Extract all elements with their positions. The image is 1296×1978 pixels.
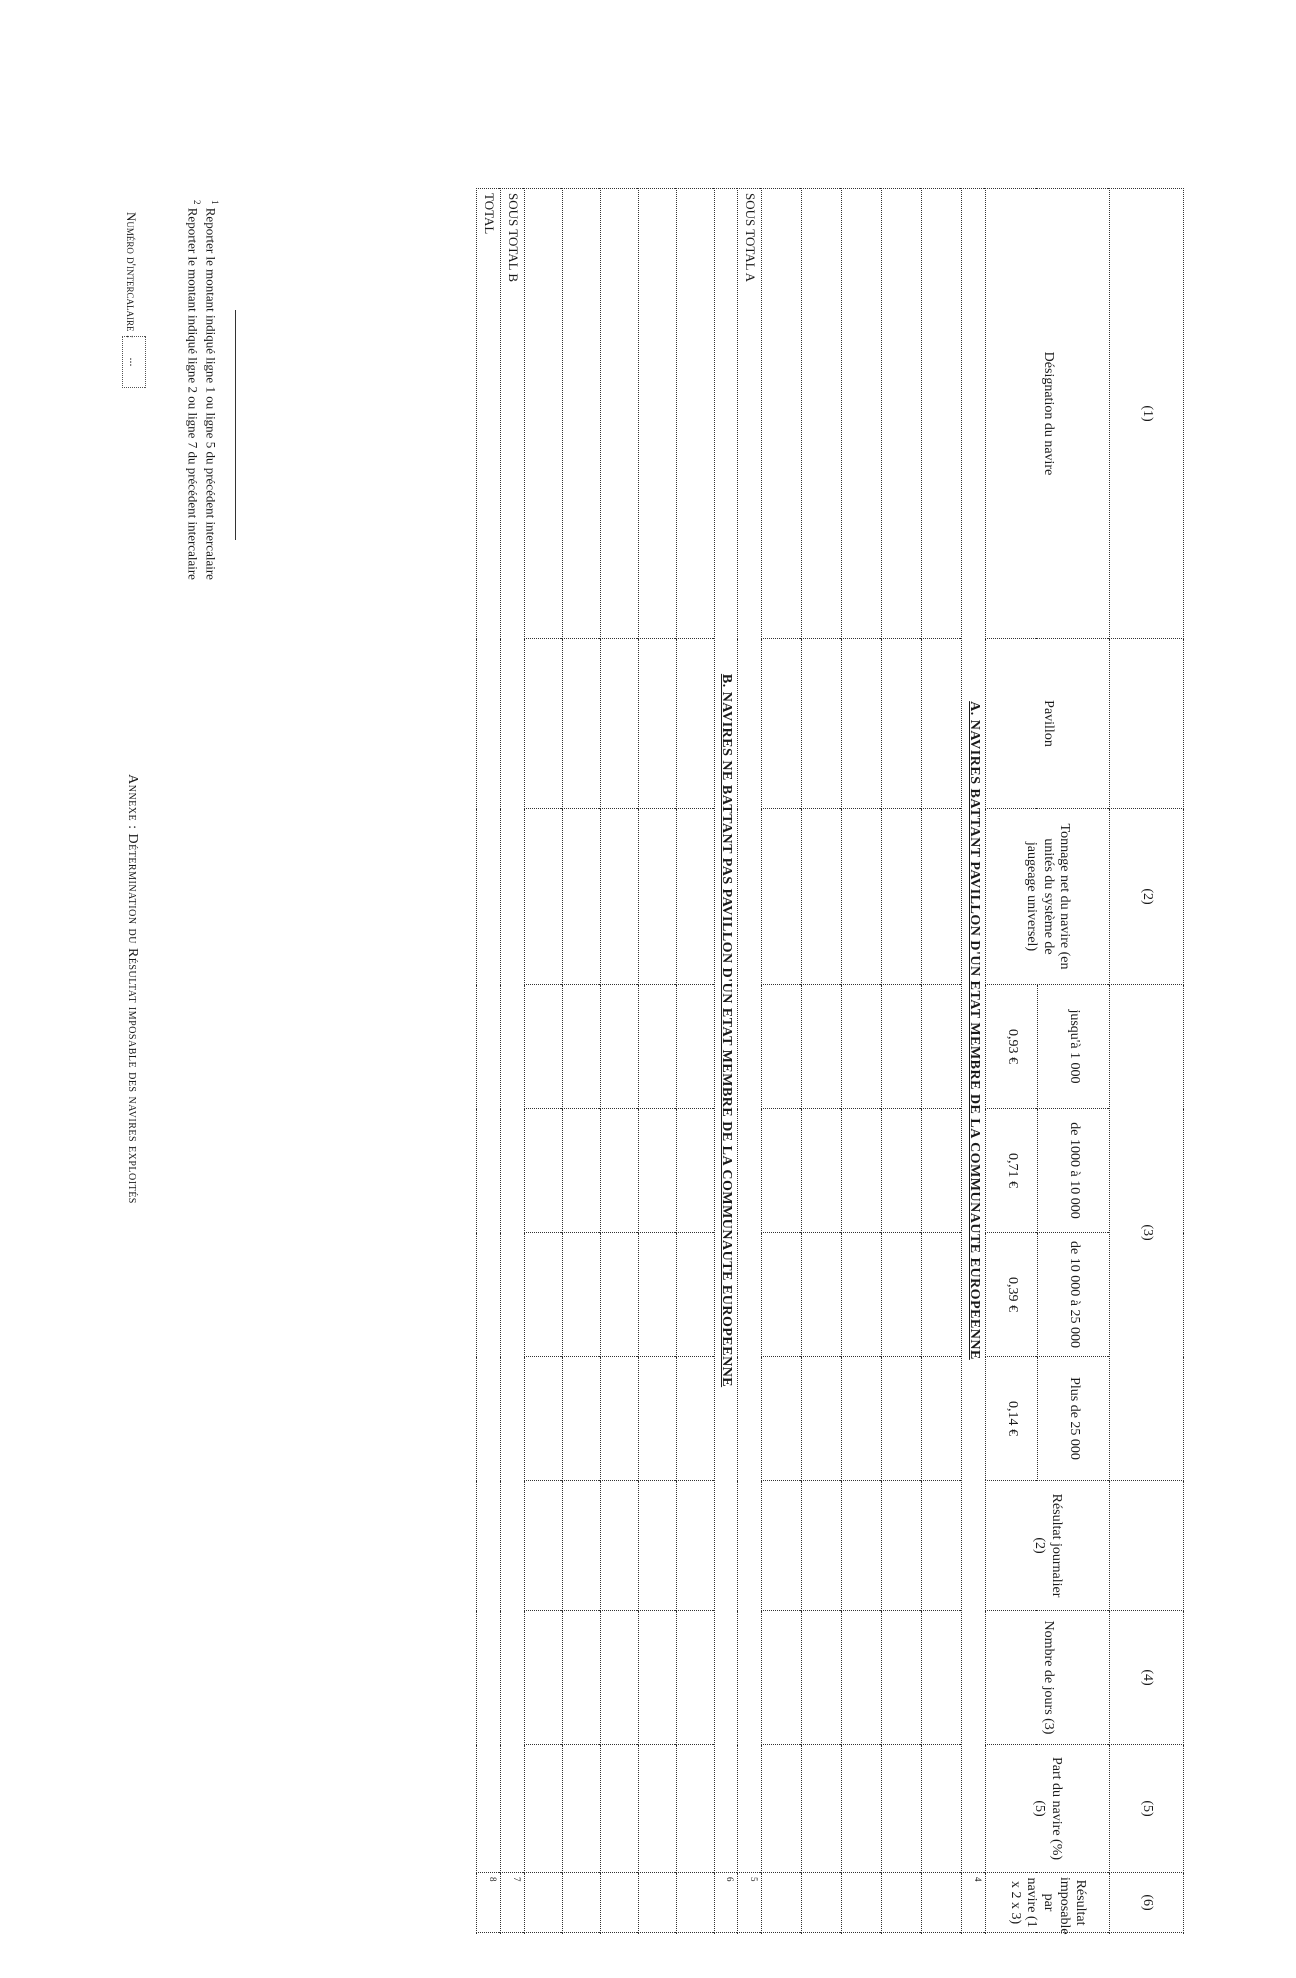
subtotal-b-row (501, 189, 525, 1933)
annex-number-field[interactable]: ... (122, 336, 146, 388)
footnote-1 (203, 200, 220, 580)
bracket-rate-4: 0,14 € (986, 1357, 1038, 1481)
data-row-a1[interactable] (922, 189, 962, 1933)
data-row-a2[interactable] (882, 189, 922, 1933)
bracket-rate-2: 0,71 € (986, 1109, 1038, 1233)
annex-title: Annexe : Détermination du Résultat imposable des navires exploités (125, 774, 140, 1204)
section-b-row (714, 189, 738, 1933)
header-row-2 (1038, 189, 1110, 1933)
col-num-1: (1) (1110, 189, 1184, 639)
section-b-title: B. NAVIRES NE BATTANT PAS PAVILLON D'UN ETAT MEMBRE DE LA COMMUNAUTE EUROPEENNE (714, 189, 738, 1873)
line-ref-7: 7 (511, 1877, 522, 1882)
data-row-b5[interactable] (524, 189, 562, 1933)
col-designation: Désignation du navire (986, 189, 1110, 639)
annex-number-label: Numéro d'intercalaire : (124, 212, 139, 339)
bracket-range-4: Plus de 25 000 (1038, 1357, 1110, 1481)
footnote-2-mark: 2 (192, 200, 202, 205)
footnote-2 (185, 200, 202, 580)
result-table (476, 188, 1184, 1933)
data-row-a3[interactable] (842, 189, 882, 1933)
data-row-b4[interactable] (562, 189, 600, 1933)
bracket-range-1: jusqu'à 1 000 (1038, 985, 1110, 1109)
subtotal-b-label: SOUS TOTAL B (501, 189, 525, 1873)
line-ref-8: 8 (488, 1877, 498, 1882)
col-pavillon: Pavillon (986, 639, 1110, 809)
col-nombre-jours: Nombre de jours (3) (986, 1611, 1110, 1745)
line-ref-5: 5 (749, 1877, 760, 1882)
col-num-2: (2) (1110, 809, 1184, 985)
col-num-5: (5) (1110, 1745, 1184, 1873)
bracket-rate-1: 0,93 € (986, 985, 1038, 1109)
col-resultat-imposable: Résultat imposable par navire (1 x 2 x 3) (986, 1873, 1110, 1933)
total-label: TOTAL (477, 189, 501, 1873)
blank-header (1110, 1481, 1184, 1611)
footnote-separator (235, 310, 236, 540)
col-num-3: (3) (1110, 985, 1184, 1481)
line-ref-6: 6 (725, 1877, 736, 1883)
data-row-b2[interactable] (638, 189, 676, 1933)
col-resultat-journalier: Résultat journalier (2) (986, 1481, 1110, 1611)
col-tonnage: Tonnage net du navire (en unités du système de jaugeage universel) (986, 809, 1110, 985)
subtotal-a-label: SOUS TOTAL A (738, 189, 762, 1873)
bracket-range-3: de 10 000 à 25 000 (1038, 1233, 1110, 1357)
section-a-row (962, 189, 986, 1933)
header-row-1 (1110, 189, 1184, 1933)
footnote-1-text: Reporter le montant indiqué ligne 1 ou ligne 5 du précédent intercalaire (203, 207, 219, 580)
data-row-a4[interactable] (802, 189, 842, 1933)
section-a-title: A. NAVIRES BATTANT PAVILLON D'UN ETAT MEMBRE DE LA COMMUNAUTE EUROPEENNE (962, 189, 986, 1873)
data-row-b3[interactable] (600, 189, 638, 1933)
bracket-rate-3: 0,39 € (986, 1233, 1038, 1357)
subtotal-a-row (738, 189, 762, 1933)
bracket-range-2: de 1000 à 10 000 (1038, 1109, 1110, 1233)
footnote-2-text: Reporter le montant indiqué ligne 2 ou ligne 7 du précédent intercalaire (185, 207, 201, 580)
footnote-1-mark: 1 (210, 200, 220, 205)
data-row-b1[interactable] (676, 189, 714, 1933)
line-ref-4: 4 (973, 1877, 983, 1883)
data-row-a5[interactable] (762, 189, 802, 1933)
col-part-navire: Part du navire (%) (5) (986, 1745, 1110, 1873)
col-num-6: (6) (1110, 1873, 1184, 1933)
col-num-4: (4) (1110, 1611, 1184, 1745)
total-row (477, 189, 501, 1933)
blank-header (1110, 639, 1184, 809)
